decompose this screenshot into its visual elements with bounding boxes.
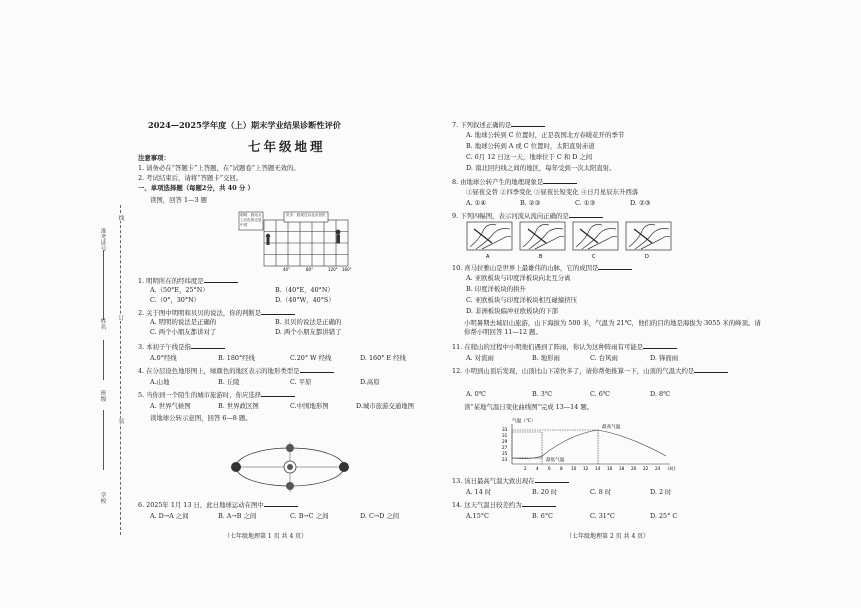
q12-option-c: C. 6℃	[590, 390, 610, 398]
q12-option-a: A. 0℃	[466, 390, 486, 398]
q10-option-b: B. 印度洋板块的拱升	[466, 285, 526, 293]
binding-label-class: 班级	[99, 390, 105, 402]
q11-stem: 11. 在爬山的过程中小明他们遇到了阵雨，你认为这种阵雨有可能是	[452, 342, 677, 352]
q12-option-b: B. 3℃	[532, 390, 552, 398]
q3-stem: 3. 本初子午线是指	[138, 342, 225, 352]
binding-label-name: 姓名	[99, 318, 105, 330]
binding-line	[120, 205, 121, 535]
binding-label-exam-number: 准考证号	[99, 228, 105, 252]
notice-heading: 注意事项：	[138, 154, 170, 162]
temperature-curve-chart	[490, 416, 690, 474]
temp-x-tick-20: 20	[631, 466, 637, 471]
temp-x-unit: (时)	[668, 466, 676, 471]
temp-x-tick-4: 4	[536, 466, 539, 471]
river-contour-panels	[466, 221, 676, 259]
temp-max-label: 最高气温	[602, 425, 621, 430]
q3-option-c: C.20° W 经线	[290, 354, 332, 362]
temp-y-tick-33: 33	[502, 427, 508, 432]
q10-option-d: D. 非洲板块偏冲亚欧板块的下部	[466, 307, 559, 315]
q11-option-d: D. 锋面雨	[650, 354, 679, 362]
temp-x-tick-6: 6	[548, 466, 551, 471]
q3-option-a: A.0°经线	[150, 354, 177, 362]
bubble-beibei: 贝贝：我现在以北京居民	[286, 213, 326, 217]
q1-option-d: D.（40°W，40°S）	[275, 296, 335, 304]
read-instruction-2: 读地球公转示意图，回答 6—8 题。	[150, 414, 252, 422]
q11-option-b: B. 地形雨	[532, 354, 560, 362]
q13-option-a: A. 14 时	[466, 488, 492, 496]
notice-1: 1. 请务必在“答题卡”上答题，在“试题卷”上答题无效的。	[138, 164, 300, 172]
q5-option-b: B. 世界政区图	[218, 402, 259, 410]
q13-stem: 13. 该日最高气温大致出现在	[452, 476, 569, 486]
temp-x-tick-10: 10	[571, 466, 577, 471]
q2-option-d: D. 两个小朋友都讲错了	[275, 328, 342, 336]
q2-option-a: A. 明明的说法是正确的	[150, 318, 217, 326]
subject-title: 七年级地理	[248, 139, 326, 154]
q4-option-d: D.高原	[360, 378, 380, 386]
q12-option-d: D. 8℃	[650, 390, 671, 398]
q1-stem: 1. 明明所在的经纬度是	[138, 276, 238, 286]
temp-y-tick-31: 31	[502, 433, 508, 438]
exam-title: 2024—2025学年度（上）期末学业结果诊断性评价	[148, 120, 341, 130]
q7-option-d: D. 南北回归线之间的地区，每年受到一次太阳直射。	[466, 164, 616, 172]
temp-x-tick-18: 18	[619, 466, 625, 471]
q13-option-b: B. 20 时	[532, 488, 558, 496]
right-page-footer: （七年级地理第 2 页 共 4 页）	[566, 533, 650, 540]
read-instruction-3: 读“某地气温日变化曲线图”完成 13—14 题。	[464, 403, 594, 411]
temp-y-tick-29: 29	[502, 439, 508, 444]
q2-option-c: C. 两个小朋友都讲对了	[150, 328, 217, 336]
q4-option-a: A.山地	[150, 378, 170, 386]
q8-option-b: B. ②③	[520, 199, 541, 207]
q6-option-d: D. C→D 之间	[360, 512, 400, 520]
q6-option-b: B. A→B 之间	[218, 512, 257, 520]
q4-option-b: B. 丘陵	[218, 378, 240, 386]
bubble-mingming: 明明：我站点上红色的边是中国	[240, 213, 262, 227]
temp-x-tick-2: 2	[524, 466, 527, 471]
q9-label-c: C	[592, 254, 596, 259]
binding-label-school: 学校	[99, 492, 105, 504]
q13-option-d: D. 2 时	[650, 488, 672, 496]
q9-label-b: B	[539, 254, 543, 259]
q3-option-d: D. 160° E 经线	[360, 354, 406, 362]
q5-option-a: A. 世界气候图	[150, 402, 191, 410]
notice-2: 2. 考试结束后，请将“答题卡”交回。	[138, 174, 243, 182]
temp-y-tick-23: 23	[502, 457, 508, 462]
q14-option-a: A.15°C	[466, 512, 489, 520]
left-page-footer: （七年级地理第 1 页 共 4 页）	[224, 533, 308, 540]
q10-stem: 10. 喜马拉雅山是世界上最雄伟的山脉，它的成因是	[452, 263, 632, 273]
q8-option-c: C. ①③	[575, 199, 596, 207]
temp-y-label: 气温（℃）	[512, 419, 536, 424]
q11-option-a: A. 对流雨	[466, 354, 494, 362]
q6-option-c: C. B→C 之间	[290, 512, 329, 520]
q1-option-a: A.（50°E，25°N）	[150, 286, 209, 294]
q8-statements: ①昼夜交替 ②四季变化 ③昼夜长短变化 ④日月星辰东升西落	[466, 188, 639, 196]
story-paragraph: 小明暑期去域眉山旅游，山下海拔为 500 米，气温为 21℃，他们的目的地是海拔为 3055 米的峰顶。请你帮小明回答 11—12 题。	[464, 319, 761, 336]
temp-x-tick-12: 12	[583, 466, 589, 471]
q14-option-d: D. 25° C	[650, 512, 678, 520]
q9-label-d: D	[645, 254, 649, 259]
q8-option-d: D. ②③	[630, 199, 651, 207]
temp-x-tick-8: 8	[560, 466, 563, 471]
grid-tick-80: 80°	[306, 267, 314, 272]
temp-min-label: 最低气温	[546, 458, 565, 463]
q4-option-c: C. 平原	[290, 378, 312, 386]
grid-tick-40: 40°	[283, 267, 291, 272]
q7-option-a: A. 地球公转到 C 位置时，正是我国北方春暖花开的季节	[466, 131, 625, 139]
read-instruction-1: 读图，回答 1—3 题	[150, 196, 207, 204]
q14-option-c: C. 31°C	[590, 512, 615, 520]
q5-option-d: D.城市旅游交通地图	[356, 402, 415, 410]
class-rule	[103, 410, 105, 470]
grid-tick-160: 160°	[342, 267, 352, 272]
q2-stem: 2. 关于图中明明和贝贝的说法，你的判断是	[138, 308, 295, 318]
q7-option-b: B. 地球公转到 A 或 C 位置时，太阳直射赤道	[466, 142, 595, 150]
temp-y-tick-27: 27	[502, 445, 508, 450]
q9-stem: 9. 下列四幅图，表示河流从流向正确的是	[452, 211, 603, 221]
section-heading: 一、单项选择题（每题2分，共 40 分 ）	[138, 184, 254, 192]
q10-option-a: A. 亚欧板块与印度洋板块向北互分离	[466, 274, 571, 282]
q1-option-c: C.（0°，30°N）	[150, 296, 201, 304]
binding-mark-order: 订	[117, 315, 123, 321]
q1-option-b: B.（40°E，40°N）	[275, 286, 334, 294]
temp-x-tick-22: 22	[643, 466, 649, 471]
grid-tick-120: 120°	[328, 267, 338, 272]
temp-x-tick-16: 16	[607, 466, 613, 471]
binding-mark-bind: 装	[117, 418, 123, 424]
q13-option-c: C. 8 时	[590, 488, 612, 496]
name-rule	[103, 340, 105, 380]
q12-stem: 12. 小明到山顶后发现，山顶比山下凉快多了，请你帮他推算一下，山顶的气温大约是	[452, 366, 728, 376]
q7-option-c: C. 6月 12 日这一天，地球位于 C 和 D 之间	[466, 153, 593, 161]
q11-option-c: C. 台风雨	[590, 354, 618, 362]
temp-y-tick-25: 25	[502, 451, 508, 456]
q5-stem: 5. 当你到一个陌生的城市旅游时，你应选择	[138, 390, 295, 400]
temp-x-tick-24: 24	[655, 466, 661, 471]
q10-option-c: C. 亚欧板块与印度洋板块相互碰撞挤压	[466, 296, 577, 304]
q6-stem: 6. 2025年 1月 13 日，此日地球运动在图中	[138, 500, 298, 510]
q3-option-b: B. 180°经线	[218, 354, 255, 362]
q9-label-a: A	[486, 254, 490, 259]
q8-option-a: A. ①④	[466, 199, 487, 207]
q6-option-a: A. D→A 之间	[150, 512, 189, 520]
exam-number-rule	[103, 250, 105, 320]
q2-option-b: B. 贝贝的说法是正确的	[275, 318, 342, 326]
q4-stem: 4. 在分层设色地形图上，绿颜色的地区表示的地形类型是	[138, 366, 334, 376]
q7-stem: 7. 下列叙述正确的是	[452, 120, 545, 130]
temp-x-tick-14: 14	[595, 466, 601, 471]
q5-option-c: C.中国地形图	[290, 402, 329, 410]
q14-option-b: B. 6°C	[532, 512, 553, 520]
q14-stem: 14. 这天气温日较差约为	[452, 500, 556, 510]
q8-stem: 8. 由地球公转产生的地理现象是	[452, 177, 577, 187]
binding-mark-line: 线	[117, 215, 123, 221]
earth-orbit-diagram	[225, 438, 355, 496]
